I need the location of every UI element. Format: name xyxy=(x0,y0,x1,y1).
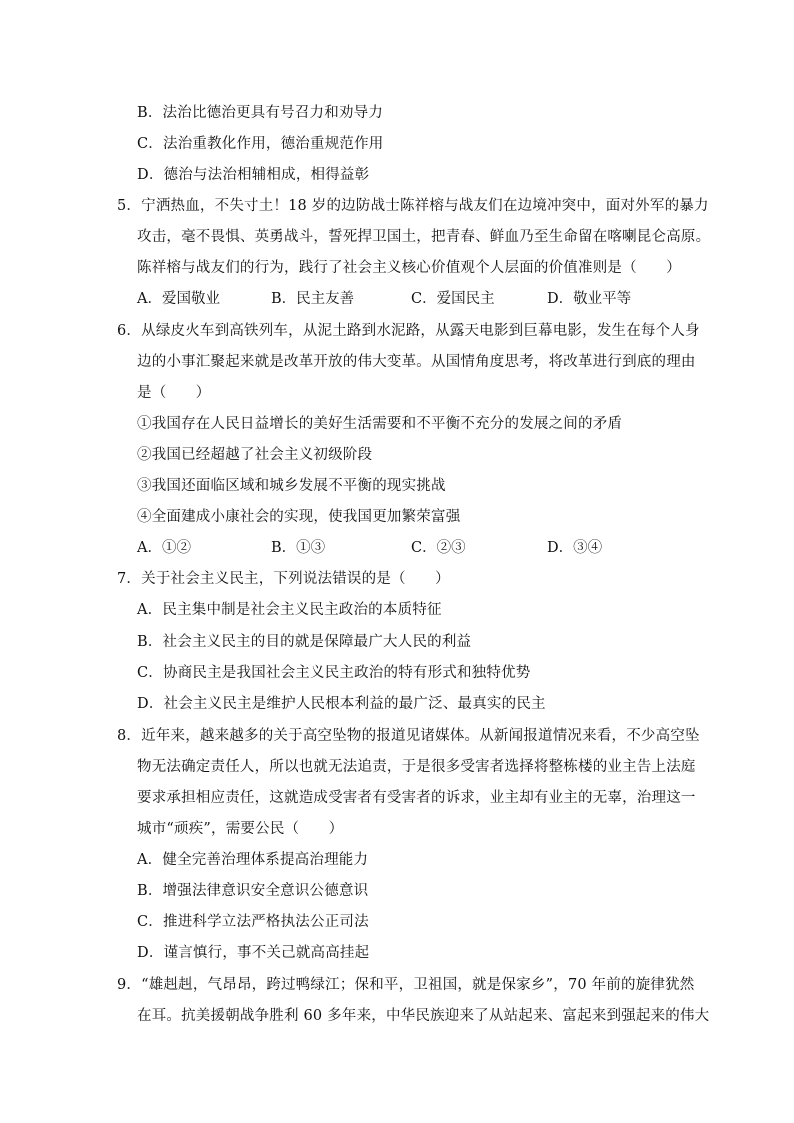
q7-option-d: D．社会主义民主是维护人民根本利益的最广泛、最真实的民主 xyxy=(137,696,546,712)
q7-option-c: C．协商民主是我国社会主义民主政治的特有形式和独特优势 xyxy=(137,665,531,681)
q6-option-a: A．①② xyxy=(137,540,191,556)
q8-option-c: C．推进科学立法严格执法公正司法 xyxy=(137,914,369,930)
q5-option-c: C．爱国民主 xyxy=(411,291,495,307)
q5-option-a: A．爱国敬业 xyxy=(137,291,220,307)
q7-stem: 7．关于社会主义民主，下列说法错误的是（ ） xyxy=(117,571,450,587)
q6-stem-line1: 6．从绿皮火车到高铁列车，从泥土路到水泥路，从露天电影到巨幕电影，发生在每个人身 xyxy=(117,323,700,339)
q7-option-a: A．民主集中制是社会主义民主政治的本质特征 xyxy=(137,602,442,618)
q8-stem-line4: 城市“顽疾”，需要公民（ ） xyxy=(137,821,344,837)
q6-option-d: D．③④ xyxy=(547,540,603,556)
q7-option-b: B．社会主义民主的目的就是保障最广大人民的利益 xyxy=(137,634,472,650)
q5-option-d: D．敬业平等 xyxy=(547,291,632,307)
q9-stem-line2: 在耳。抗美援朝战争胜利 60 多年来，中华民族迎来了从站起来、富起来到强起来的伟大 xyxy=(137,1008,710,1024)
q8-option-d: D．谨言慎行，事不关己就高高挂起 xyxy=(137,945,370,961)
q5-stem-line2: 攻击，毫不畏惧、英勇战斗，誓死捍卫国土，把青春、鲜血乃至生命留在喀喇昆仑高原。 xyxy=(137,229,711,245)
q6-stem-line2: 边的小事汇聚起来就是改革开放的伟大变革。从国情角度思考，将改革进行到底的理由 xyxy=(137,354,696,370)
q5-option-b: B．民主友善 xyxy=(271,291,355,307)
q8-stem-line2: 物无法确定责任人，所以也就无法追责，于是很多受害者选择将整栋楼的业主告上法庭 xyxy=(137,759,696,775)
q9-stem-line1: 9．“雄赳赳，气昂昂，跨过鸭绿江；保和平，卫祖国，就是保家乡”，70 年前的旋律犹然 xyxy=(117,977,695,993)
q6-item-3: ③我国还面临区域和城乡发展不平衡的现实挑战 xyxy=(137,478,446,494)
q6-option-b: B．①③ xyxy=(271,540,326,556)
q8-stem-line1: 8．近年来，越来越多的关于高空坠物的报道见诸媒体。从新闻报道情况来看，不少高空坠 xyxy=(117,728,700,744)
q4-option-b: B．法治比德治更具有号召力和劝导力 xyxy=(137,105,384,121)
q6-item-4: ④全面建成小康社会的实现，使我国更加繁荣富强 xyxy=(137,509,461,525)
q4-option-d: D．德治与法治相辅相成，相得益彰 xyxy=(137,167,370,183)
q5-stem-line3: 陈祥榕与战友们的行为，践行了社会主义核心价值观个人层面的价值准则是（ ） xyxy=(137,260,681,276)
q5-stem-line1: 5．宁洒热血，不失寸土！18 岁的边防战士陈祥榕与战友们在边境冲突中，面对外军的暴力 xyxy=(117,198,709,214)
q6-item-2: ②我国已经超越了社会主义初级阶段 xyxy=(137,447,373,463)
q6-option-c: C．②③ xyxy=(411,540,466,556)
q6-item-1: ①我国存在人民日益增长的美好生活需要和不平衡不充分的发展之间的矛盾 xyxy=(137,416,623,432)
q8-option-b: B．增强法律意识安全意识公德意识 xyxy=(137,883,369,899)
q6-stem-line3: 是（ ） xyxy=(137,385,211,401)
q4-option-c: C．法治重教化作用，德治重规范作用 xyxy=(137,136,384,152)
q8-option-a: A．健全完善治理体系提高治理能力 xyxy=(137,852,369,868)
q8-stem-line3: 要求承担相应责任，这就造成受害者有受害者的诉求，业主却有业主的无辜，治理这一 xyxy=(137,790,696,806)
